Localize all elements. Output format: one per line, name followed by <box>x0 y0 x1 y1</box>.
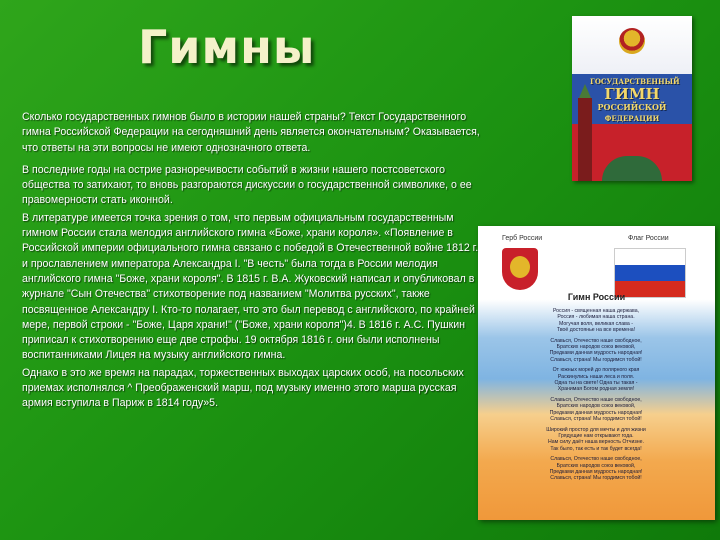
eagle-emblem-icon <box>619 28 645 54</box>
anthem-line: Раскинулись наши леса и поля. <box>557 373 635 380</box>
anthem-line: Братских народов союз вековой, <box>556 462 636 469</box>
flag-label: Флаг России <box>628 235 669 242</box>
anthem-title: Гимн России <box>567 292 626 302</box>
paragraph-2: В последние годы на острие разноречивости событий в жизни нашего постсоветского общества то затихают, то вновь разгораются дискуссии о государственной символике, о ее правомерности стать иконной. <box>22 163 472 207</box>
flag-stripe-blue <box>615 265 685 281</box>
anthem-line: Славься, страна! Мы гордимся тобой! <box>550 356 642 363</box>
anthem-line: Предками данная мудрость народная! <box>549 409 643 416</box>
anthem-line: Так было, так есть и так будет всегда! <box>550 445 642 452</box>
anthem-line: Россия - священная наша держава, <box>552 308 640 314</box>
stanza-gap <box>538 482 654 486</box>
anthem-line: Братских народов союз вековой, <box>556 344 636 351</box>
slide-title: Гимны <box>138 20 316 74</box>
anthem-line: Предками данная мудрость народная! <box>549 468 643 475</box>
anthem-line: Славься, Отечество наше свободное, <box>550 337 642 344</box>
anthem-line: Славься, Отечество наше свободное, <box>550 396 642 403</box>
slide-text <box>22 110 480 419</box>
anthem-line: Широкий простор для мечты и для жизни <box>546 426 646 433</box>
anthem-line: Братских народов союз вековой, <box>556 403 636 410</box>
anthem-lyrics <box>538 308 654 486</box>
anthem-line: От южных морей до полярного края <box>552 367 640 374</box>
cover-title <box>590 76 680 124</box>
cover-title-line-2: ГИМН <box>604 85 660 103</box>
anthem-line: Твоё достоянье на все времена! <box>556 327 636 334</box>
anthem-line: Славься, Отечество наше свободное, <box>550 456 642 463</box>
anthem-line: Россия - любимая наша страна. <box>557 314 635 321</box>
paragraph-3: В литературе имеется точка зрения о том, что первым официальным государственным гимном России стала мелодия английского гимна «Боже, храни короля». «Появление в Российской империи официального гимна связано с победой в Отечественной войне 1812 г. и прославлением императора Александра I. "В честь" была тогда в России мелодия английского гимна "Боже, храни короля". В 1815 г. В.А. Жуковский написал и опубликовал в журнале "Сын Отечества" стихотворение под названием "Молитва русских", также посвященное Александру I. Кто-то полагает, что это был перевод с английского, по крайней мере, первой строки - "Боже, Царя храни!" ("Боже, храни короля")4. В 1816 г. А.С. Пушкин приписал к стихотворению еще две строфы. 19 октября 1816 г. они были исполнены воспитанниками Лицея на музыку английского гимна. <box>22 211 479 362</box>
anthem-line: Одна ты на свете! Одна ты такая - <box>554 380 638 387</box>
anthem-line: Нам силу даёт наша верность Отчизне. <box>548 439 644 446</box>
anthem-line: Могучая воля, великая слава - <box>559 320 633 327</box>
anthem-line: Славься, страна! Мы гордимся тобой! <box>550 416 642 423</box>
anthem-book-cover-image <box>572 16 692 181</box>
coat-of-arms-icon <box>502 248 538 290</box>
coat-of-arms-label: Герб России <box>502 235 543 242</box>
anthem-poster-image <box>478 226 715 520</box>
anthem-line: Грядущие нам открывают года. <box>558 432 634 439</box>
anthem-line: Предками данная мудрость народная! <box>549 350 643 357</box>
cover-title-line-1: ГОСУДАРСТВЕННЫЙ <box>590 77 680 86</box>
cover-title-line-3: РОССИЙСКОЙ <box>597 102 667 112</box>
flag-stripe-white <box>615 249 685 265</box>
anthem-line: Славься, страна! Мы гордимся тобой! <box>550 475 642 482</box>
paragraph-4: Однако в это же время на парадах, торжественных выходах царских особ, на посольских приемах исполнялся ^ Преображенский марш, под музыку именно этого марша русская армия вступила в Париж в 1814 году»5. <box>22 366 464 410</box>
paragraph-1: Сколько государственных гимнов было в истории нашей страны? Текст Государственного гимна Российской Федерации на сегодняшний день является окончательным? Оказывается, что ответы на эти вопросы не имеют однозначного ответа. <box>22 111 480 154</box>
anthem-line: Хранимая Богом родная земля! <box>557 386 635 393</box>
cover-title-line-4: ФЕДЕРАЦИИ <box>604 114 660 123</box>
russian-flag-icon <box>614 248 686 298</box>
